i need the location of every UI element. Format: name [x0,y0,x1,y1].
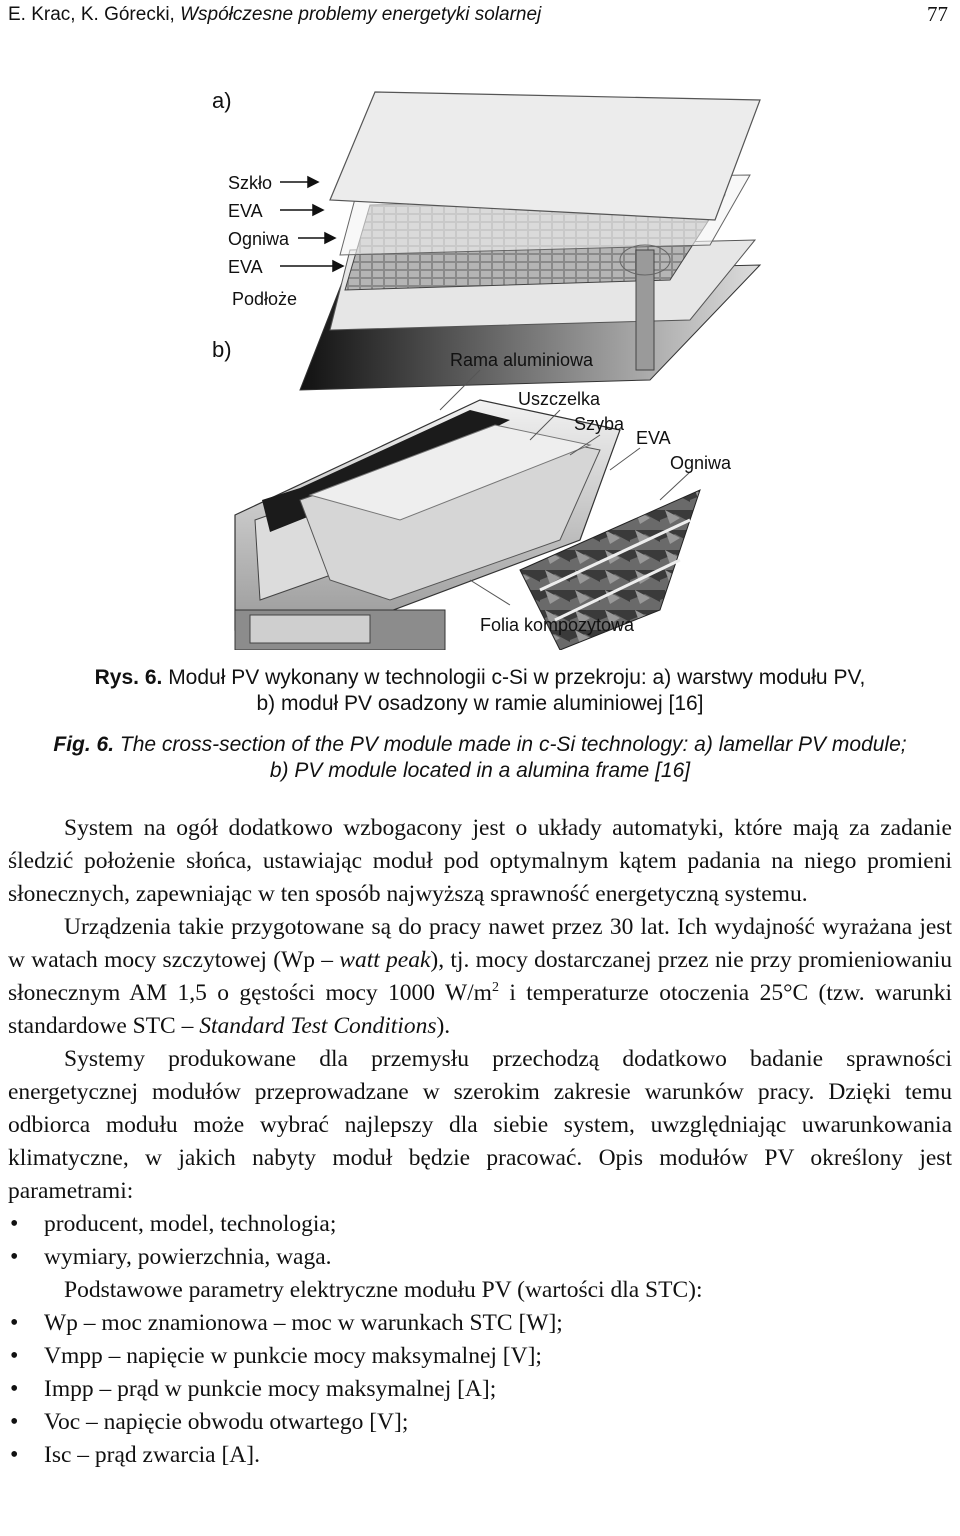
list-item: • producent, model, technologia; [8,1208,952,1241]
paragraph-4: Podstawowe parametry elektryczne modułu PV (wartości dla STC): [64,1277,703,1303]
label-pane: Szyba [574,414,625,434]
paragraph-2 [8,911,952,1043]
label-cells: Ogniwa [228,229,290,249]
label-eva-lower: EVA [228,257,263,277]
caption-en-line1: The cross-section of the PV module made in c-Si technology: a) lamellar PV module; [119,733,907,756]
caption-pl-label: Rys. 6. [94,666,163,689]
panel-b-letter: b) [212,337,232,362]
label-glass: Szkło [228,173,273,193]
p2-part-a: Urządzenia takie przygotowane są do pracy nawet przez 30 lat. Ich wydajność wyrażana jest w watach mocy szczytowej (Wp – [8,914,952,973]
label-eva: EVA [636,428,671,448]
label-eva-upper: EVA [228,201,263,221]
list-item: • Vmpp – napięcie w punkcie mocy maksymalnej [V]; [8,1340,952,1373]
header-journal: Współczesne problemy energetyki solarnej [180,4,542,25]
label-cells-b: Ogniwa [670,453,732,473]
list-item: • Isc – prąd zwarcia [A]. [8,1439,952,1472]
caption-en-line2: b) PV module located in a alumina frame [16] [269,759,691,782]
figure-6 [0,70,960,650]
list-item: • Wp – moc znamionowa – moc w warunkach STC [W]; [8,1307,952,1340]
list-item: • Impp – prąd w punkcie mocy maksymalnej [A]; [8,1373,952,1406]
caption-pl-line2: b) moduł PV osadzony w ramie aluminiowej [16] [256,692,704,715]
list-item: • Voc – napięcie obwodu otwartego [V]; [8,1406,952,1439]
panel-a-letter: a) [212,88,232,113]
label-substrate: Podłoże [232,289,298,309]
caption-english [0,732,960,784]
bullet-list-2 [8,1307,952,1472]
junction-post [636,250,654,370]
page-number: 77 [927,2,948,26]
caption-en-label: Fig. 6. [53,733,115,756]
body-text [8,812,952,1472]
bullet-list-1 [8,1208,952,1274]
p2-watt-peak: watt peak [339,947,431,973]
glass-layer [330,92,760,220]
p2-stc: Standard Test Conditions [199,1013,437,1039]
caption-polish [0,665,960,717]
header-authors: E. Krac, K. Górecki, [8,4,175,25]
label-foil: Folia kompozytowa [480,615,635,635]
label-seal: Uszczelka [518,389,601,409]
caption-pl-line1: Moduł PV wykonany w technologii c-Si w przekroju: a) warstwy modułu PV, [168,666,866,689]
p2-part-c: i temperaturze otoczenia 25°C (tzw. warunki standardowe STC – [8,980,952,1039]
running-header [8,4,541,26]
p2-superscript: 2 [491,980,499,996]
paragraph-3: Systemy produkowane dla przemysłu przechodzą dodatkowo badanie sprawności energetycznej modułów przeprowadzane w szerokim zakresie warunków pracy. Dzięki temu odbiorca modułu może wybrać najlepszy dla siebie system, uwzględniając uwarunkowania klimatyczne, w jakich nabyty moduł będzie pracować. Opis modułów PV określony jest parametrami: [8,1046,952,1204]
p2-part-d: ). [436,1013,451,1039]
list-item: • wymiary, powierzchnia, waga. [8,1241,952,1274]
p2-part-b: ), tj. mocy dostarczanej przez nie przy promieniowaniu słonecznym AM 1,5 o gęstości mocy 1000 W/m [8,947,952,1006]
paragraph-1: System na ogół dodatkowo wzbogacony jest o układy automatyki, które mają za zadanie śledzić położenie słońca, ustawiając moduł pod optymalnym kątem padania na niego promieni słonecznych, zapewniając w ten sposób najwyższą sprawność energetyczną systemu. [8,815,952,907]
label-frame: Rama aluminiowa [450,350,594,370]
